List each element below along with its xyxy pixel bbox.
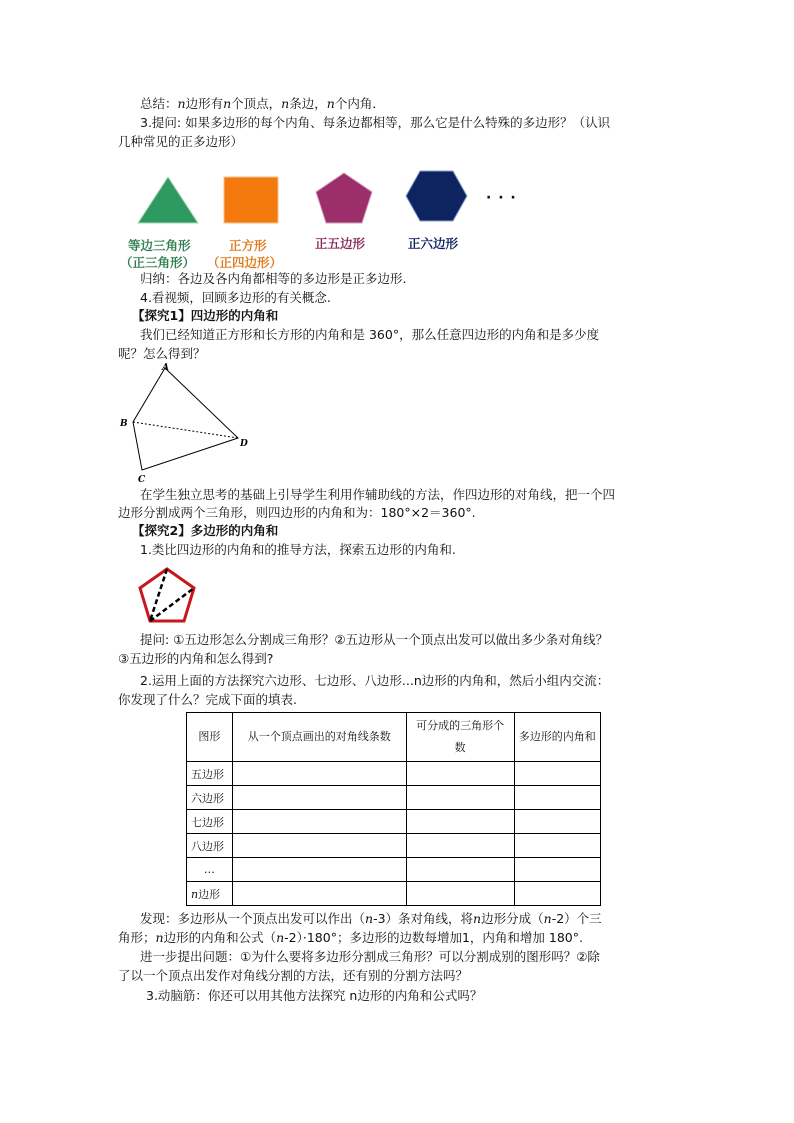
- table-row: [187, 834, 601, 858]
- table-row-label: n边形: [187, 882, 233, 906]
- video-line: 4.看视频，回顾多边形的有关概念.: [140, 290, 331, 305]
- square-shape: [224, 177, 278, 223]
- table-blank-cell[interactable]: [232, 858, 406, 882]
- ellipsis-mark: · · ·: [486, 190, 517, 206]
- table-blank-cell[interactable]: [406, 882, 514, 906]
- question-3-line1: 3.提问: 如果多边形的每个内角、每条边都相等，那么它是什么特殊的多边形？（认识: [140, 115, 611, 130]
- summary-line: 总结：n边形有n个顶点，n条边，n个内角．: [140, 96, 385, 111]
- table-blank-cell[interactable]: [232, 834, 406, 858]
- regular-polygons-figure: [118, 165, 538, 235]
- question-3-line2: 几种常见的正多边形）: [118, 134, 244, 149]
- regular-pentagon-shape: [316, 173, 372, 223]
- explore-2-title: 【探究2】多边形的内角和: [132, 523, 279, 538]
- pentagon-label: 正五边形: [315, 236, 366, 251]
- explore-2-ask1: 提问: ①五边形怎么分割成三角形？②五边形从一个顶点出发可以做出多少条对角线？: [140, 632, 609, 647]
- table-row-label: …: [187, 858, 233, 882]
- explore-1-title: 【探究1】四边形的内角和: [132, 308, 279, 323]
- table-row-label: 七边形: [187, 810, 233, 834]
- explore-1-p4: 边形分割成两个三角形，则四边形的内角和为：180°×2＝360°.: [118, 505, 476, 520]
- vertex-c-label: C: [138, 475, 146, 485]
- brainstorm-question: 3.动脑筋：你还可以用其他方法探究 n边形的内角和公式吗？: [146, 988, 483, 1003]
- triangle-label: 等边三角形: [128, 238, 191, 253]
- vertex-a-label: A: [162, 363, 169, 373]
- table-row-label: 六边形: [187, 786, 233, 810]
- further-question-l1: 进一步提出问题：①为什么要将多边形分割成三角形？可以分割成别的图形吗？②除: [140, 949, 600, 964]
- table-blank-cell[interactable]: [406, 858, 514, 882]
- table-blank-cell[interactable]: [406, 762, 514, 786]
- hexagon-label: 正六边形: [408, 236, 459, 251]
- induction-line: 归纳：各边及各内角都相等的多边形是正多边形.: [140, 271, 407, 286]
- table-header-row: [187, 713, 601, 762]
- table-header-cell: 多边形的内角和: [514, 713, 600, 762]
- table-blank-cell[interactable]: [514, 882, 600, 906]
- table-row: [187, 858, 601, 882]
- explore-2-item2-l2: 你发现了什么？完成下面的填表.: [118, 692, 297, 707]
- table-blank-cell[interactable]: [232, 882, 406, 906]
- table-row: [187, 810, 601, 834]
- table-blank-cell[interactable]: [232, 786, 406, 810]
- table-row-label: 八边形: [187, 834, 233, 858]
- regular-hexagon-shape: [406, 171, 467, 221]
- table-blank-cell[interactable]: [514, 762, 600, 786]
- table-blank-cell[interactable]: [406, 810, 514, 834]
- table-header-cell: 图形: [187, 713, 233, 762]
- table-blank-cell[interactable]: [232, 762, 406, 786]
- divided-pentagon-figure: [135, 565, 200, 627]
- table-blank-cell[interactable]: [514, 834, 600, 858]
- table-row-label: 五边形: [187, 762, 233, 786]
- table-header-cell: 从一个顶点画出的对角线条数: [232, 713, 406, 762]
- explore-2-item1: 1.类比四边形的内角和的推导方法，探索五边形的内角和.: [140, 542, 456, 557]
- equilateral-triangle-shape: [138, 177, 198, 223]
- table-blank-cell[interactable]: [514, 858, 600, 882]
- further-question-l2: 了以一个顶点出发作对角线分割的方法，还有别的分割方法吗？: [118, 968, 469, 983]
- explore-1-p1: 我们已经知道正方形和长方形的内角和是 360°，那么任意四边形的内角和是多少度: [140, 327, 600, 342]
- polygon-angle-table: [186, 712, 601, 906]
- discovery-line-2: 角形；n边形的内角和公式（n-2）·180°；多边形的边数每增加1，内角和增加 180°.: [118, 930, 583, 945]
- square-label: 正方形: [229, 238, 267, 253]
- table-blank-cell[interactable]: [232, 810, 406, 834]
- table-blank-cell[interactable]: [406, 834, 514, 858]
- table-row: [187, 882, 601, 906]
- table-blank-cell[interactable]: [514, 786, 600, 810]
- table-row: [187, 762, 601, 786]
- explore-2-ask2: ③五边形的内角和怎么得到?: [118, 651, 274, 666]
- vertex-d-label: D: [240, 439, 248, 449]
- explore-2-item2-l1: 2.运用上面的方法探究六边形、七边形、八边形...n边形的内角和，然后小组内交流：: [140, 673, 610, 688]
- quadrilateral-figure: [115, 360, 265, 485]
- table-row: [187, 786, 601, 810]
- triangle-label-alt: （正三角形）: [120, 255, 196, 270]
- explore-1-p3: 在学生独立思考的基础上引导学生利用作辅助线的方法，作四边形的对角线，把一个四: [140, 487, 616, 502]
- vertex-b-label: B: [120, 419, 128, 429]
- discovery-line-1: 发现：多边形从一个顶点出发可以作出（n-3）条对角线，将n边形分成（n-2）个三: [140, 911, 602, 926]
- explore-1-p2: 呢？怎么得到？: [118, 346, 206, 361]
- table-blank-cell[interactable]: [406, 786, 514, 810]
- table-header-cell: 可分成的三角形个数: [406, 713, 514, 762]
- table-blank-cell[interactable]: [514, 810, 600, 834]
- square-label-alt: （正四边形）: [207, 255, 283, 270]
